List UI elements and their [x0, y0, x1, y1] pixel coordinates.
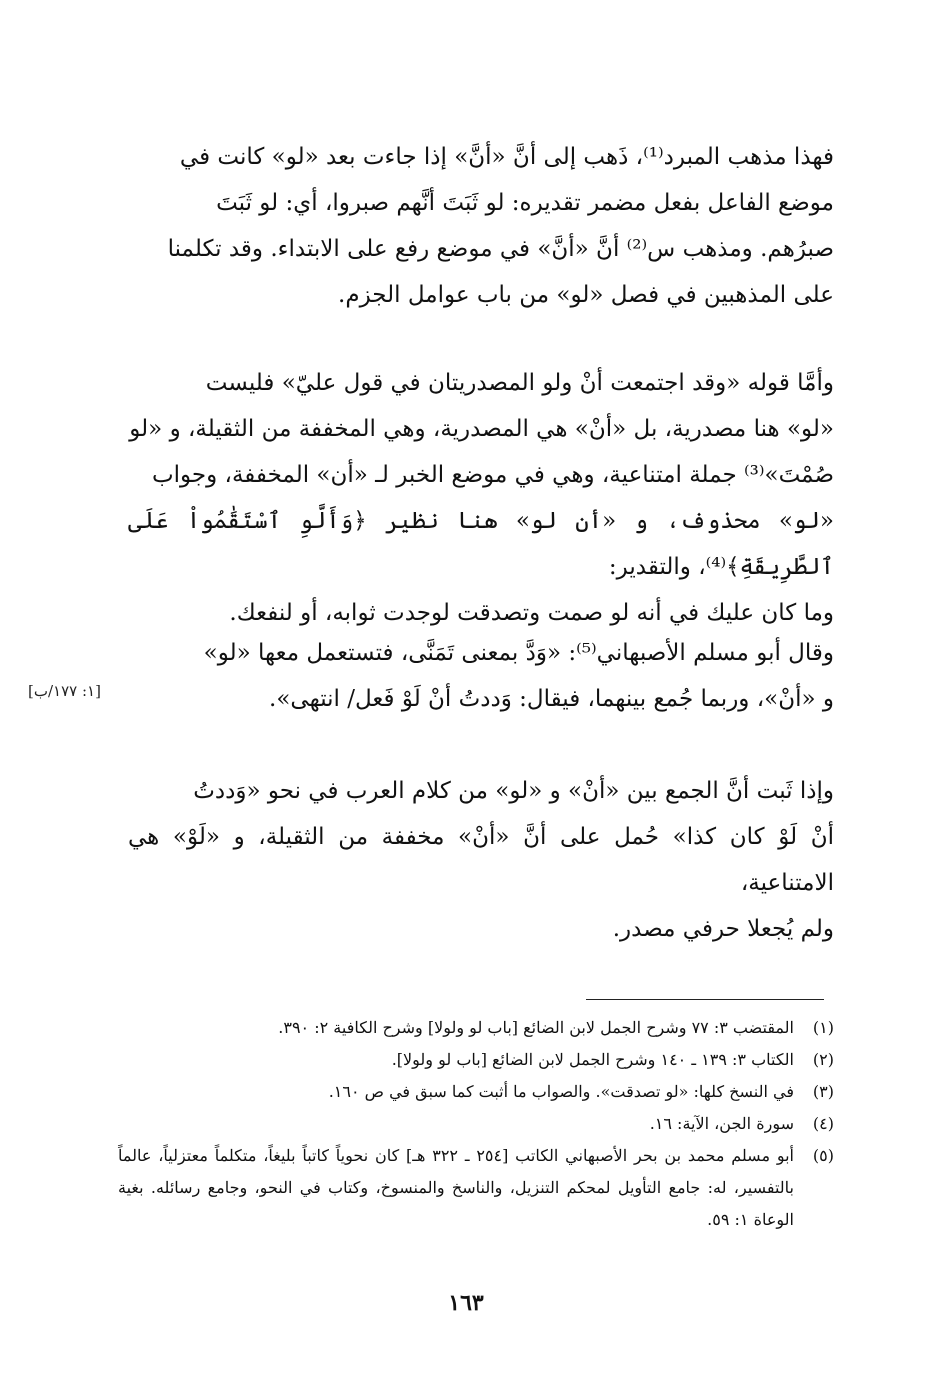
footnote-text: أبو مسلم محمد بن بحر الأصبهاني الكاتب [٢٥٤ ـ ٣٢٢ هـ] كان نحوياً كاتباً بليغاً، متكلماً معتزلياً، عالماً بالتفسير، له: جامع التأويل لمحكم التنزيل، والناسخ والمنسوخ، وكتاب في النحو، وجامع رسائله. بغية الوعاة ١: ٥٩.: [118, 1146, 795, 1229]
text-line: «لو» محذوف، و «أن لو» هنا نظير ﴿وَأَلَّوِ ٱسْتَقَٰمُواْ عَلَى ٱلطَّرِيقَةِ﴾⁽⁴⁾، والتقدير:: [128, 508, 834, 580]
footnote-number: (٣): [812, 1082, 834, 1101]
footnote-text: المقتضب ٣: ٧٧ وشرح الجمل لابن الضائع [باب لو ولولا] وشرح الكافية ٢: ٣٩٠.: [278, 1018, 794, 1037]
text-line: موضع الفاعل بفعل مضمر تقديره: لو ثَبَتَ أنَّهم صبروا، أي: لو ثَبَتَ: [216, 190, 834, 216]
footnote-text: في النسخ كلها: «لو تصدقت». والصواب ما أثبت كما سبق في ص ١٦٠.: [328, 1082, 794, 1101]
text-line: على المذهبين في فصل «لو» من باب عوامل الجزم.: [338, 282, 834, 308]
text-line: وأمَّا قوله «وقد اجتمعت أنْ ولو المصدريتان في قول عليّ» فليست: [205, 370, 834, 396]
text-line: «لو» هنا مصدرية، بل «أنْ» هي المصدرية، وهي المخففة من الثقيلة، و «لو: [129, 416, 834, 442]
footnote-text: سورة الجن، الآية: ١٦.: [649, 1114, 794, 1133]
text-line: صبرُهم. ومذهب س⁽²⁾ أنَّ «أنَّ» في موضع رفع على الابتداء. وقد تكلمنا: [167, 236, 834, 262]
paragraph-2: [128, 360, 834, 636]
footnote-text: الكتاب ٣: ١٣٩ ـ ١٤٠ وشرح الجمل لابن الضائع [باب لو ولولا].: [391, 1050, 794, 1069]
footnote-number: (١): [812, 1018, 834, 1037]
text-line: فهذا مذهب المبرد⁽¹⁾، ذَهب إلى أنَّ «أنَّ» إذا جاءت بعد «لو» كانت في: [179, 144, 834, 170]
text-line: و «أنْ»، وربما جُمع بينهما، فيقال: وَددتُ أنْ لَوْ فَعل/ انتهى».: [269, 686, 834, 712]
text-line: ولم يُجعلا حرفي مصدر.: [612, 916, 834, 942]
footnote-number: (٤): [812, 1114, 834, 1133]
footnote-divider: [586, 999, 824, 1000]
text-line: وإذا ثَبت أنَّ الجمع بين «أنْ» و «لو» من كلام العرب في نحو «وَددتُ: [193, 778, 834, 804]
footnote-item: [118, 1108, 834, 1140]
paragraph-1: [128, 134, 834, 318]
footnote-item: [118, 1044, 834, 1076]
text-line: أنْ لَوْ كان كذا» حُمل على أنَّ «أنْ» مخففة من الثقيلة، و «لَوْ» هي الامتناعية،: [128, 824, 834, 896]
text-line: صُمْتَ»⁽³⁾ جملة امتناعية، وهي في موضع الخبر لـ «أن» المخففة، وجواب: [151, 462, 834, 488]
footnote-number: (٢): [812, 1050, 834, 1069]
footnotes: [118, 1012, 834, 1236]
footnote-item: [118, 1012, 834, 1044]
page-number: ١٦٣: [448, 1290, 484, 1316]
footnote-item: [118, 1140, 834, 1236]
footnote-number: (٥): [812, 1146, 834, 1165]
text-line: وقال أبو مسلم الأصبهاني⁽⁵⁾: «وَدَّ بمعنى تَمَنَّى، فتستعمل معها «لو»: [203, 640, 834, 666]
paragraph-4: [128, 768, 834, 952]
footnote-item: [118, 1076, 834, 1108]
text-line: وما كان عليك في أنه لو صمت وتصدقت لوجدت ثوابه، أو لنفعك.: [229, 600, 834, 626]
paragraph-3: [128, 630, 834, 722]
manuscript-folio-marker: [١: ١٧٧/ب]: [28, 682, 101, 700]
